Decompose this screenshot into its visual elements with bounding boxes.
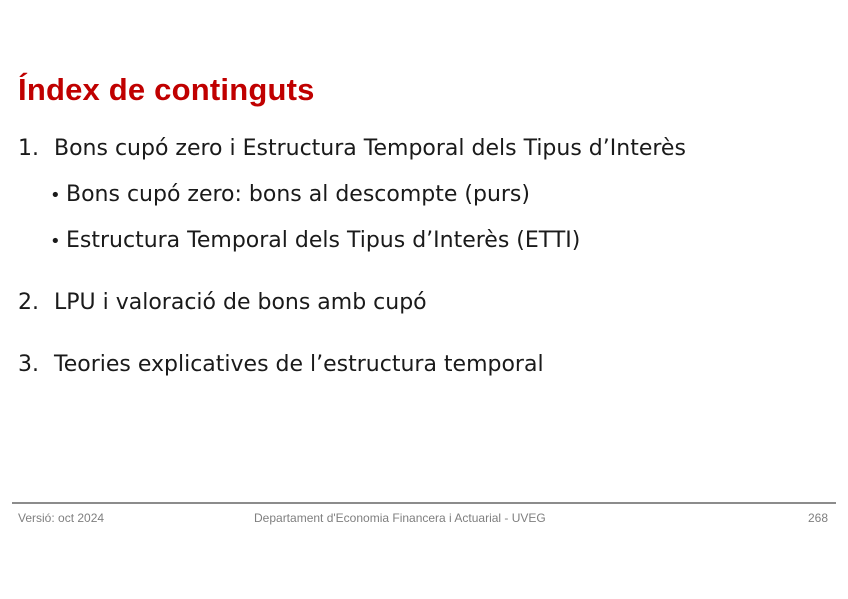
toc-subitem-text: Estructura Temporal dels Tipus d’Interès (ETTI)	[66, 228, 581, 253]
toc-item-text: Bons cupó zero i Estructura Temporal dels Tipus d’Interès	[54, 136, 686, 161]
toc-item-text: Teories explicatives de l’estructura temporal	[54, 352, 544, 377]
toc-subitem-text: Bons cupó zero: bons al descompte (purs)	[66, 182, 530, 207]
toc-item-number: 3.	[18, 352, 39, 377]
toc-item-3	[18, 352, 544, 377]
bullet-icon: •	[50, 185, 61, 206]
slide-title: Índex de continguts	[18, 72, 315, 107]
footer-department: Departament d'Economia Financera i Actuarial - UVEG	[254, 511, 546, 525]
footer-divider	[12, 502, 836, 504]
footer-page-number: 268	[807, 511, 828, 525]
footer-version: Versió: oct 2024	[18, 511, 105, 525]
toc-item-2	[18, 290, 427, 315]
toc-subitem-1-1	[50, 182, 530, 207]
toc-item-number: 1.	[18, 136, 39, 161]
toc-item-text: LPU i valoració de bons amb cupó	[54, 290, 427, 315]
bullet-icon: •	[50, 231, 61, 252]
toc-item-number: 2.	[18, 290, 39, 315]
toc-subitem-1-2	[50, 228, 580, 253]
toc-item-1	[18, 136, 686, 161]
